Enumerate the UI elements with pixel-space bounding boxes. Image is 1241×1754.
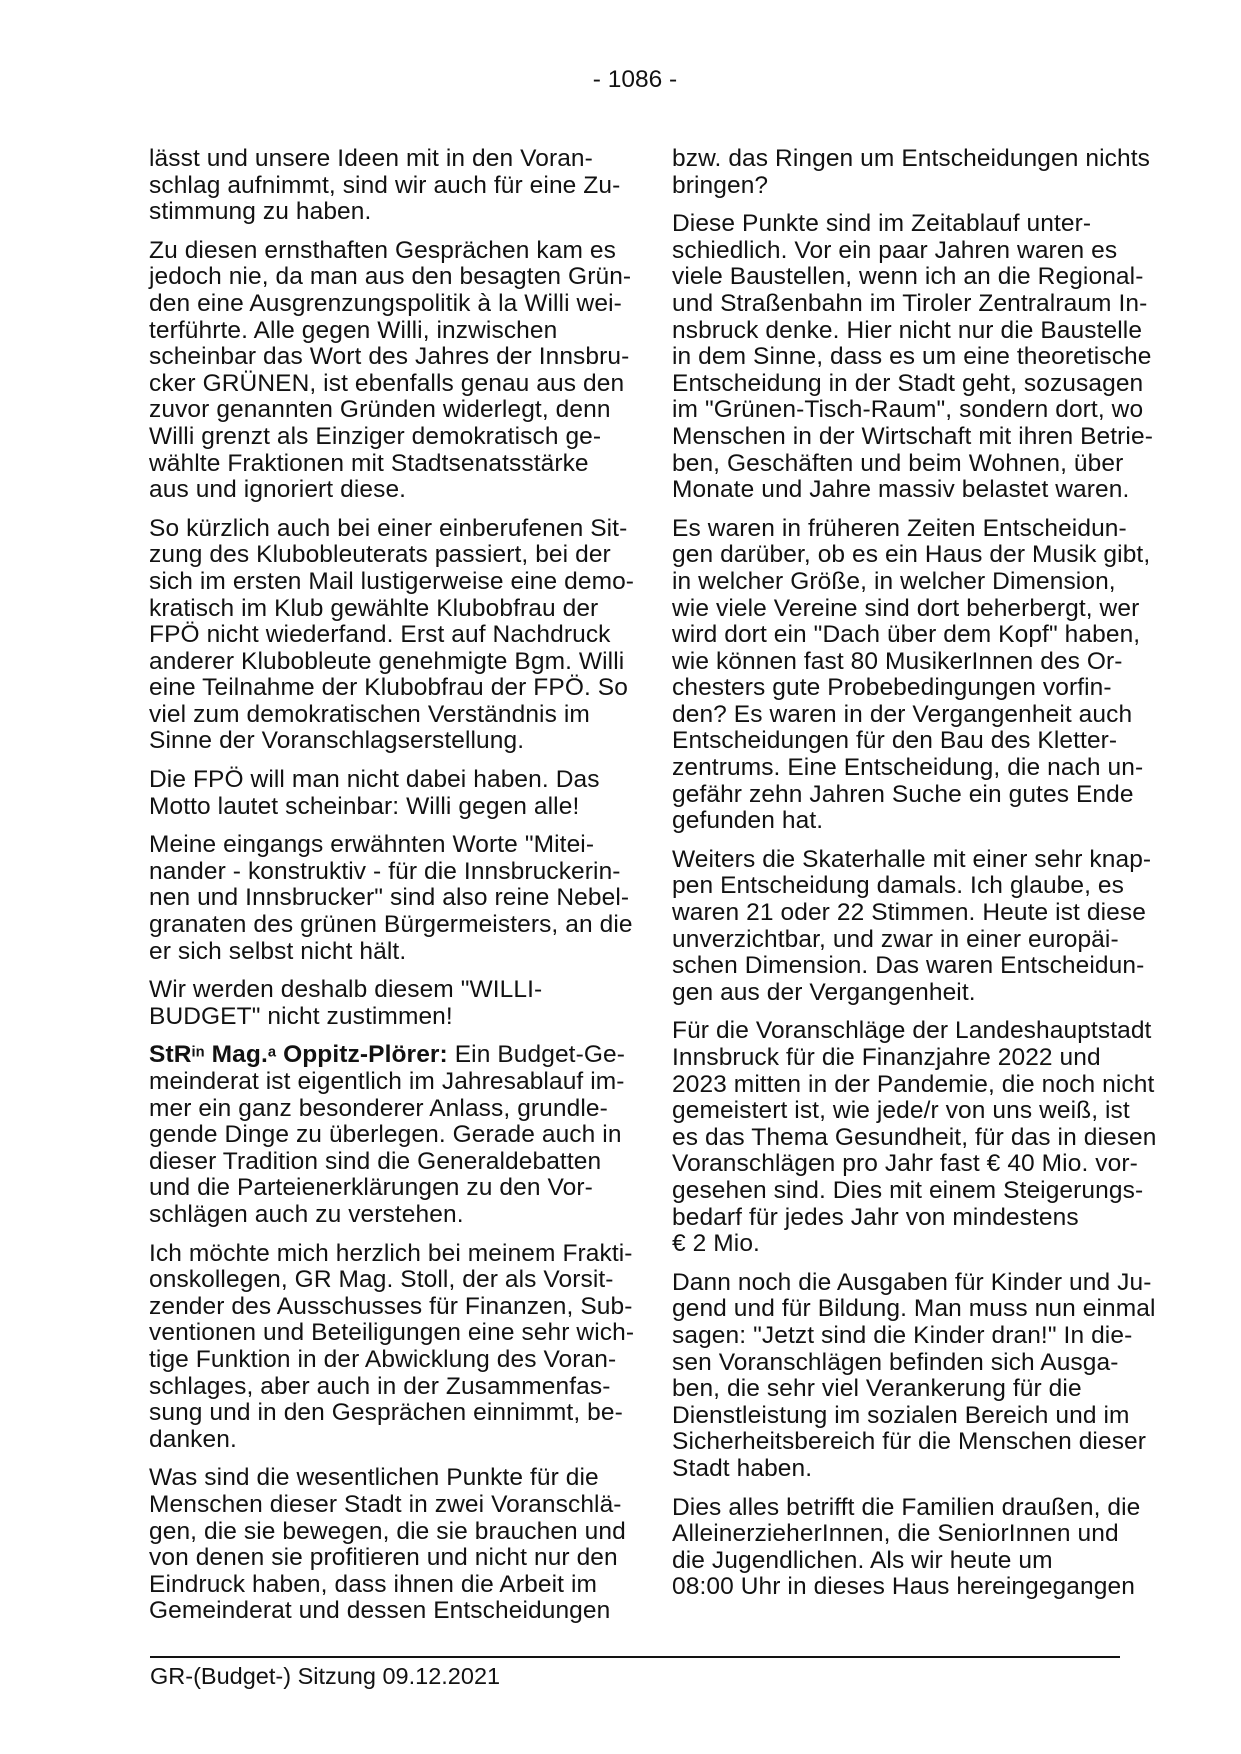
footer-session-label: GR-(Budget-) Sitzung 09.12.2021 — [150, 1663, 501, 1689]
speaker-paragraph — [149, 1042, 649, 1228]
paragraph: Ich möchte mich herzlich bei meinem Frakti- onskollegen, GR Mag. Stoll, der als Vorsit- zender des Ausschusses für Finanzen, Sub- ventionen und Beteiligungen eine sehr wich- tige Funktion in der Abwicklung des Voran- schlages, aber auch in der Zusammenfas- sung und in den Gesprächen einnimmt, be- danken. — [149, 1239, 635, 1453]
speaker-name: StR — [149, 1041, 192, 1069]
speaker-surname: Oppitz-Plörer: — [276, 1041, 448, 1069]
paragraph: Es waren in früheren Zeiten Entscheidun- gen darüber, ob es ein Haus der Musik gibt, in welcher Größe, in welcher Dimension, wie viele Vereine sind dort beherbergt, wer wird dort ein "Dach über dem Kopf" haben, wie können fast 80 MusikerInnen des Or- chesters gute Probebedingungen vorfin- den? Es waren in der Vergangenheit auch Entscheidungen für den Bau des Kletter- zentrums. Eine Entscheidung, die nach un- gefähr zehn Jahren Suche ein gutes Ende gefunden hat. — [672, 514, 1151, 835]
paragraph: Für die Voranschläge der Landeshauptstadt Innsbruck für die Finanzjahre 2022 und 2023 mitten in der Pandemie, die noch nicht gemeistert ist, wie jede/r von uns weiß, ist es das Thema Gesundheit, für das in diesen Voranschlägen pro Jahr fast € 40 Mio. vor- gesehen sind. Dies mit einem Steigerungs- bedarf für jedes Jahr von mindestens € 2 Mio. — [672, 1017, 1157, 1258]
paragraph: Die FPÖ will man nicht dabei haben. Das Motto lautet scheinbar: Willi gegen alle! — [149, 766, 600, 820]
paragraph: Zu diesen ernsthaften Gesprächen kam es jedoch nie, da man aus den besagten Grün- den eine Ausgrenzungspolitik à la Willi wei- terführte. Alle gegen Willi, inzwischen scheinbar das Wort des Jahres der Innsbru- cker GRÜNEN, ist ebenfalls genau aus den zuvor genannten Gründen widerlegt, denn Willi grenzt als Einziger demokratisch ge- wählte Fraktionen mit Stadtsenatsstärke aus und ignoriert diese. — [149, 236, 632, 504]
paragraph: Diese Punkte sind im Zeitablauf unter- schiedlich. Vor ein paar Jahren waren es viele Baustellen, wenn ich an die Regional- und Straßenbahn im Tiroler Zentralraum In- nsbruck denke. Hier nicht nur die Baustelle in dem Sinne, dass es um eine theoretische Entscheidung in der Stadt geht, sozusagen im "Grünen-Tisch-Raum", sondern dort, wo Menschen in der Wirtschaft mit ihren Betrie- ben, Geschäften und beim Wohnen, über Monate und Jahre massiv belastet waren. — [672, 210, 1153, 504]
paragraph: Dies alles betrifft die Familien draußen, die AlleinerzieherInnen, die SeniorInnen und die Jugendlichen. Als wir heute um 08:00 Uhr in dieses Haus hereingegangen — [672, 1493, 1141, 1601]
footer-divider — [150, 1656, 1120, 1658]
paragraph: So kürzlich auch bei einer einberufenen Sit- zung des Klubobleuterats passiert, bei der sich im ersten Mail lustigerweise eine demo- kratisch im Klub gewählte Klubobfrau der FPÖ nicht wiederfand. Erst auf Nachdruck anderer Klubobleute genehmigte Bgm. Willi eine Teilnahme der Klubobfrau der FPÖ. So viel zum demokratischen Verständnis im Sinne der Voranschlagserstellung. — [149, 514, 635, 755]
speaker-title-superscript: a — [267, 1044, 277, 1061]
paragraph: Meine eingangs erwähnten Worte "Mitei- nander - konstruktiv - für die Innsbruckerin- nen und Innsbrucker" sind also reine Nebel- granaten des grünen Bürgermeisters, an die er sich selbst nicht hält. — [149, 831, 633, 965]
paragraph: Was sind die wesentlichen Punkte für die Menschen dieser Stadt in zwei Voranschlä- gen, die sie bewegen, die sie brauchen und von denen sie profitieren und nicht nur den Eindruck haben, dass ihnen die Arbeit im Gemeinderat und dessen Entscheidungen — [149, 1464, 626, 1625]
paragraph: Wir werden deshalb diesem "WILLI- BUDGET" nicht zustimmen! — [149, 976, 543, 1030]
speaker-paragraph-text: meinderat ist eigentlich im Jahresablauf im- mer ein ganz besonderer Anlass, grundle- gende Dinge zu überlegen. Gerade auch in dieser Tradition sind die Generaldebatten und die Parteienerklärungen zu den Vor- schlägen auch zu verstehen. — [149, 1068, 625, 1228]
speaker-first-line-text: Ein Budget-Ge- — [447, 1041, 625, 1069]
page-number: - 1086 - — [592, 66, 678, 93]
speaker-gender-superscript: in — [191, 1044, 205, 1061]
left-column — [149, 146, 649, 1625]
paragraph: Dann noch die Ausgaben für Kinder und Ju- gend und für Bildung. Man muss nun einmal sagen: "Jetzt sind die Kinder dran!" In die- sen Voranschlägen befinden sich Ausga- ben, die sehr viel Verankerung für die Dienstleistung im sozialen Bereich und im Sicherheitsbereich für die Menschen dieser Stadt haben. — [672, 1268, 1156, 1482]
paragraph: lässt und unsere Ideen mit in den Voran- schlag aufnimmt, sind wir auch für eine Zu- stimmung zu haben. — [149, 145, 621, 226]
paragraph: bzw. das Ringen um Entscheidungen nichts bringen? — [672, 145, 1150, 199]
speaker-title: Mag. — [204, 1041, 268, 1069]
paragraph: Weiters die Skaterhalle mit einer sehr knap- pen Entscheidung damals. Ich glaube, es waren 21 oder 22 Stimmen. Heute ist diese unverzichtbar, und zwar in einer europäi- schen Dimension. Das waren Entscheidun- gen aus der Vergangenheit. — [672, 845, 1152, 1006]
right-column — [672, 146, 1172, 1601]
